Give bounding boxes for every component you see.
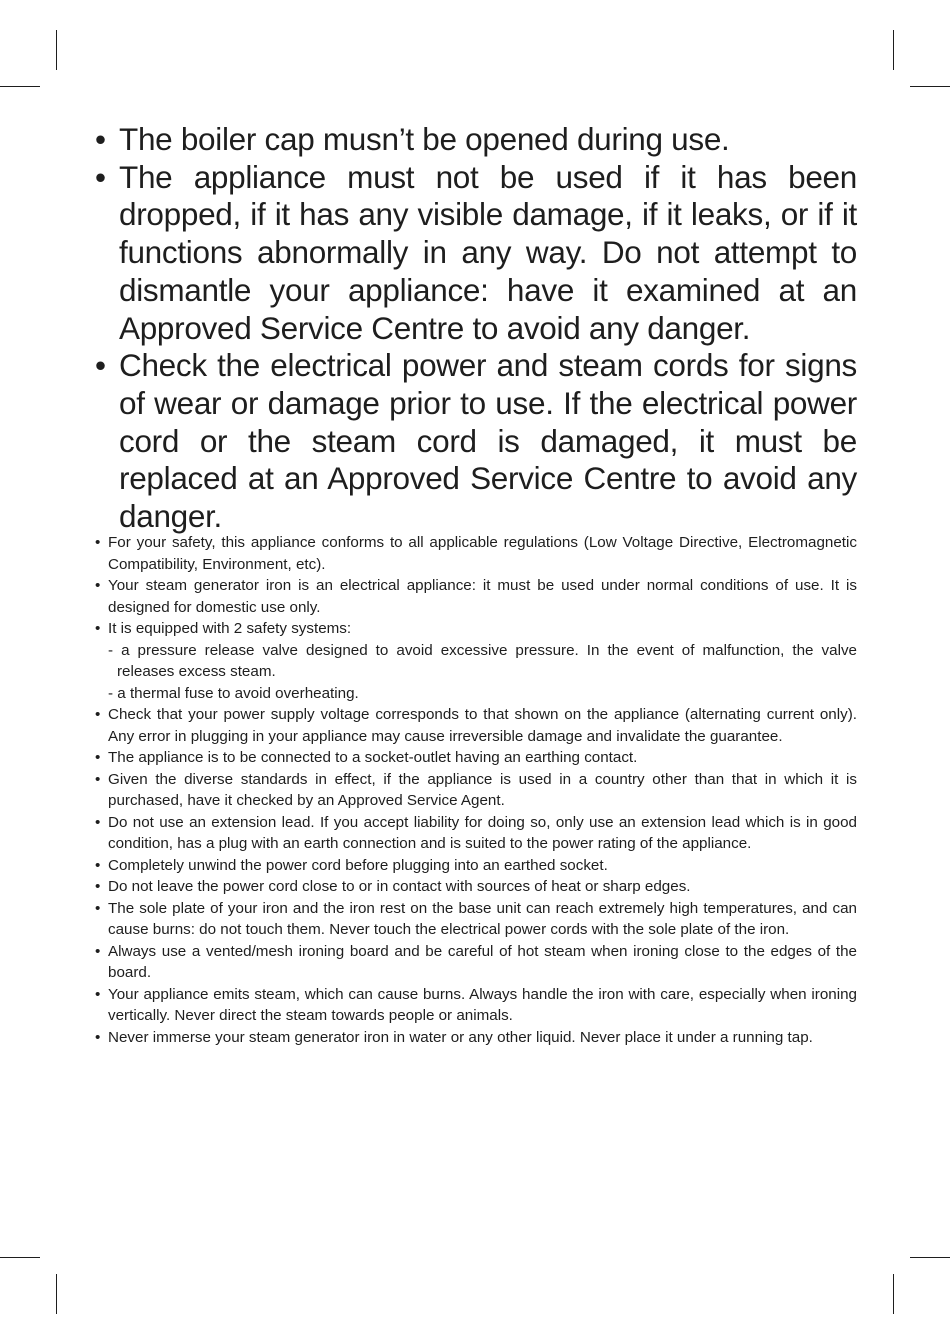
bullet-icon: •	[95, 1028, 101, 1046]
bullet-icon: •	[95, 620, 101, 637]
safety-note-item: • Given the diverse standards in effect, if the appliance is used in a country other than that in which it is purchased, have it checked by an Approved Service Agent.	[95, 770, 857, 809]
safety-note-item: • Do not use an extension lead. If you accept liability for doing so, only use an extension lead which is in good condition, has a plug with an earth connection and is suited to the power rating of the appliance.	[95, 813, 857, 852]
safety-note-item: • The appliance is to be connected to a socket-outlet having an earthing contact.	[95, 747, 857, 769]
bullet-icon: •	[95, 899, 101, 917]
major-warnings-list	[95, 121, 857, 536]
crop-mark	[0, 86, 40, 87]
crop-mark	[56, 1274, 57, 1314]
bullet-icon: •	[95, 347, 106, 384]
bullet-icon: •	[95, 813, 101, 831]
safety-note-item: • Never immerse your steam generator iron in water or any other liquid. Never place it under a running tap.	[95, 1027, 857, 1049]
safety-subnote-item: - a pressure release valve designed to avoid excessive pressure. In the event of malfunction, the valve releases excess steam.	[108, 641, 857, 680]
crop-mark	[0, 1257, 40, 1258]
bullet-icon: •	[95, 942, 101, 960]
crop-mark	[910, 86, 950, 87]
safety-note-item: • Do not leave the power cord close to or in contact with sources of heat or sharp edges.	[95, 876, 857, 898]
safety-note-item: • Always use a vented/mesh ironing board and be careful of hot steam when ironing close to the edges of the board.	[95, 942, 857, 981]
safety-subnote-item: - a thermal fuse to avoid overheating.	[108, 684, 359, 702]
safety-note-item: • Your appliance emits steam, which can cause burns. Always handle the iron with care, especially when ironing vertically. Never direct the steam towards people or animals.	[95, 985, 857, 1024]
bullet-icon: •	[95, 158, 106, 195]
crop-mark	[56, 30, 57, 70]
safety-note-item: • Completely unwind the power cord before plugging into an earthed socket.	[95, 855, 857, 877]
bullet-icon: •	[95, 749, 101, 766]
major-warning-item: • The appliance must not be used if it has been dropped, if it has any visible damage, if it leaks, or if it functions abnormally in any way. Do not attempt to dismantle your appliance: have it examined at an Approved Service Centre to avoid any danger.	[95, 158, 857, 346]
safety-note-item: • Check that your power supply voltage corresponds to that shown on the appliance (alternating current only). Any error in plugging in your appliance may cause irreversible damage and invalidate the guarantee.	[95, 706, 857, 745]
bullet-icon: •	[95, 706, 101, 723]
safety-note-item: • Your steam generator iron is an electrical appliance: it must be used under normal conditions of use. It is designed for domestic use only.	[95, 577, 857, 616]
major-warning-item: • The boiler cap musn’t be opened during use.	[95, 121, 730, 157]
safety-notes-list	[95, 532, 857, 1048]
safety-note-item: • The sole plate of your iron and the iron rest on the base unit can reach extremely high temperatures, and can cause burns: do not touch them. Never touch the electrical power cords with the sole plate of the iron.	[95, 899, 857, 938]
bullet-icon: •	[95, 577, 101, 594]
bullet-icon: •	[95, 878, 101, 895]
safety-note-item: • It is equipped with 2 safety systems:	[95, 618, 857, 640]
crop-mark	[893, 1274, 894, 1314]
crop-mark	[910, 1257, 950, 1258]
bullet-icon: •	[95, 770, 101, 788]
bullet-icon: •	[95, 534, 101, 551]
bullet-icon: •	[95, 856, 101, 874]
bullet-icon: •	[95, 985, 101, 1003]
bullet-icon: •	[95, 121, 106, 157]
safety-note-item: • For your safety, this appliance conforms to all applicable regulations (Low Voltage Directive, Electromagnetic Compatibility, Environment, etc).	[95, 534, 857, 573]
crop-mark	[893, 30, 894, 70]
major-warning-item: • Check the electrical power and steam cords for signs of wear or damage prior to use. If the electrical power cord or the steam cord is damaged, it must be replaced at an Approved Service Centre to avoid any danger.	[95, 347, 857, 535]
